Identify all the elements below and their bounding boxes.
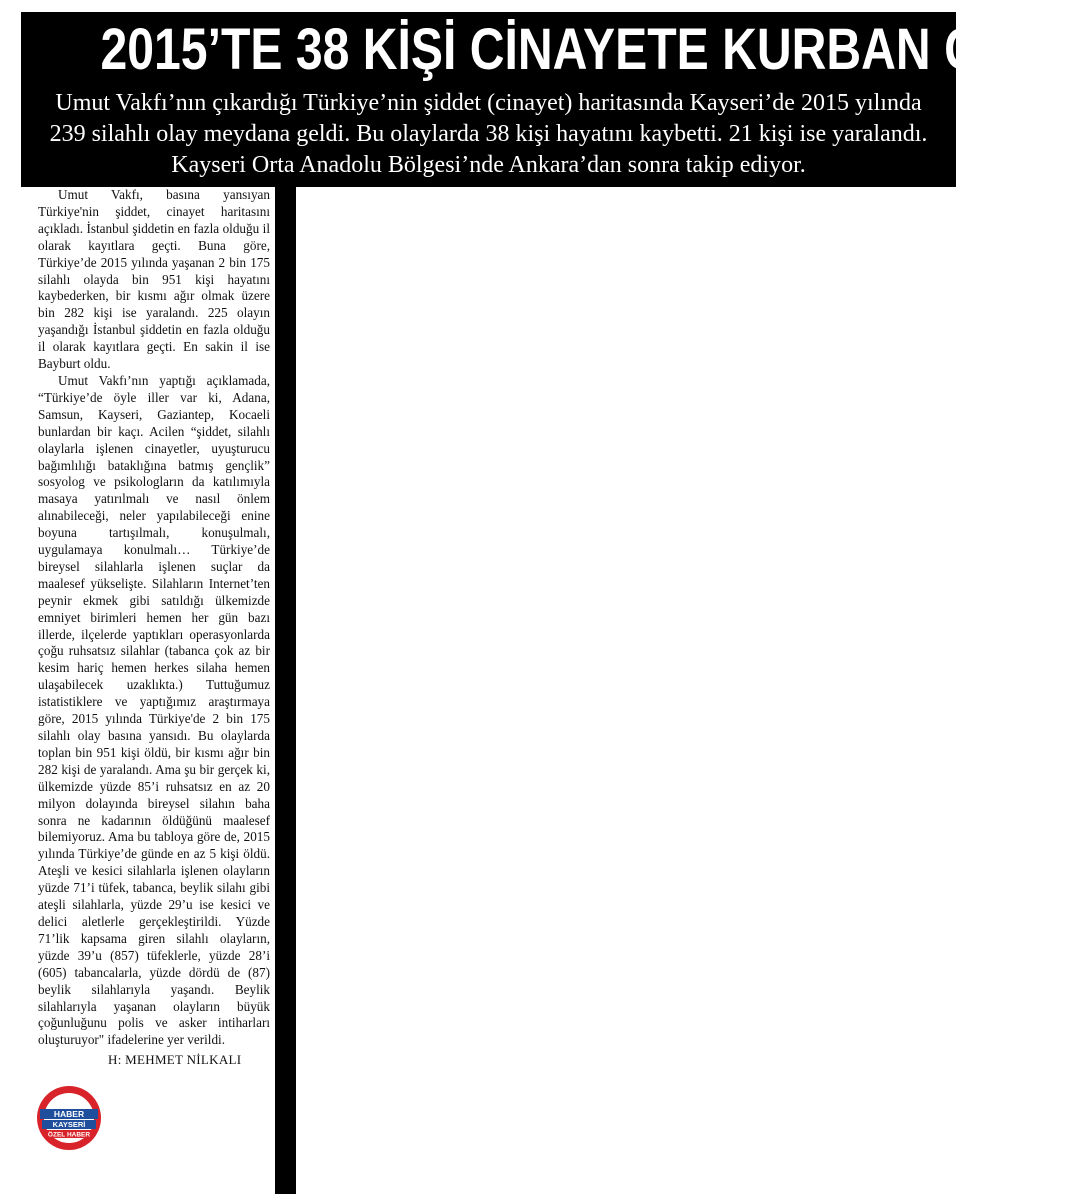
logo-text-haber: HABER: [53, 1109, 85, 1119]
headline: 2015’TE 38 KİŞİ CİNAYETE KURBAN GİTTİ: [100, 17, 1067, 82]
logo-text-ozel-haber: ÖZEL HABER: [47, 1131, 91, 1139]
article-paragraph: Umut Vakfı, basına yansıyan Türkiye'nin şiddet, cinayet haritasını açıkladı. İstanbul şiddetin en fazla olduğu il olarak kayıtlara geçti. Buna göre, Türkiye’de 2015 yılında yaşanan 2 bin 175 silahlı olayda bin 951 kişi hayatını kaybederken, bir kısmı ağır olmak üzere bin 282 kişi ise yaralandı. 225 olayın yaşandığı İstanbul şiddetin en fazla olduğu il olarak kayıtlara geçti. En sakin il ise Bayburt oldu.: [38, 187, 270, 372]
logo-text-kayseri: KAYSERİ: [52, 1120, 86, 1129]
article-column: [21, 187, 296, 1194]
article-paragraph: Umut Vakfı’nın yaptığı açıklamada, “Türkiye’de öyle iller var ki, Adana, Samsun, Kayseri, Gaziantep, Kocaeli bunlardan bir kaçı. Acilen “şiddet, silahlı olaylarla işlenen cinayetler, uyuşturucu bağımlılığı bataklığına batmış gençlik” sosyolog ve psikologların da katılımıyla masaya yatırılmalı ve nasıl önlem alınabileceği, neler yapılabileceği enine boyuna tartışılmalı, konuşulmalı, uygulamaya konulmalı… Türkiye’de bireysel silahlarla işlenen suçlar da maalesef yükselişte. Silahların Internet’ten peynir ekmek gibi satıldığı ülkemizde emniyet birimleri hemen her gün bazı illerde, ilçelerde yaptıkları operasyonlarda çoğu ruhsatsız silahlar (tabanca çok az bir kesim hariç hemen herkes silaha hemen ulaşabilecek uzaklıkta.) Tuttuğumuz istatistiklere ve yaptığımız araştırmaya göre, 2015 yılında Türkiye'de 2 bin 175 silahlı olay basına yansıdı. Bu olaylarda toplan bin 951 kişi öldü, bir kısmı ağır bin 282 kişi de yaralandı. Ama şu bir gerçek ki, ülkemizde yüzde 85’i ruhsatsız en az 20 milyon dolayında bireysel silahın baha sonra ne kadarının öldüğünü maalesef bilemiyoruz. Ama bu tabloya göre de, 2015 yılında Türkiye’de günde en az 5 kişi öldü. Ateşli ve kesici silahlarla işlenen olayların yüzde 71’i tüfek, tabanca, beylik silahı gibi ateşli silahlarla, yüzde 29’u ise kesici ve delici aletlerle gerçekleştirildi. Yüzde 71’lik kapsama giren silahlı olayların, yüzde 39’u (857) tüfeklerle, yüzde 28’i (605) tabancalarla, yüzde dördü de (87) beylik silahlarıyla yaşandı. Beylik silahlarıyla yaşanan olayların büyük çoğunluğunu polis ve asker intiharları oluşturuyor" ifadelerine yer verildi.: [38, 372, 270, 1048]
headline-block: [21, 12, 1067, 187]
haber-kayseri-logo: [36, 1085, 102, 1151]
article-body: [21, 187, 275, 1194]
byline: H: MEHMET NİLKALI: [108, 1052, 242, 1068]
deck-summary: Umut Vakfı’nın çıkardığı Türkiye’nin şiddet (cinayet) haritasında Kayseri’de 2015 yılında 239 silahlı olay meydana geldi. Bu olaylarda 38 kişi hayatını kaybetti. 21 kişi ise yaralandı. Kayseri Orta Anadolu Bölgesi’nde Ankara’dan sonra takip ediyor.: [49, 90, 928, 178]
